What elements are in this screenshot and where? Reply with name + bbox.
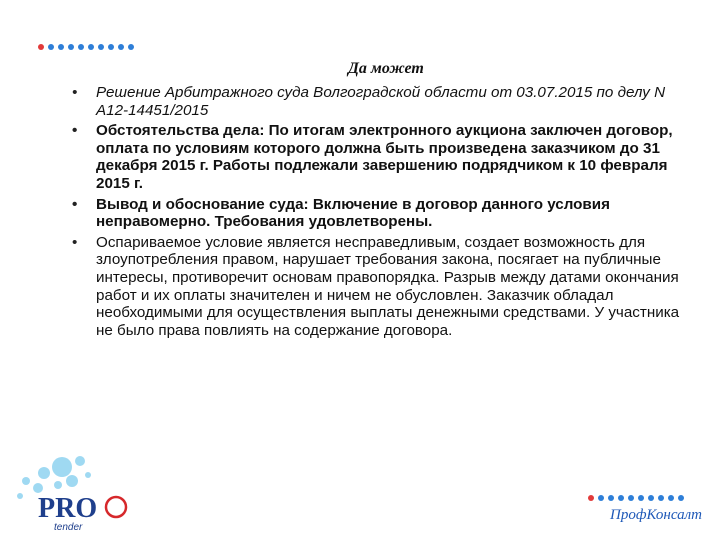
- decorative-dot: [118, 44, 124, 50]
- logo-word: PRO: [38, 493, 98, 524]
- decorative-dot: [68, 44, 74, 50]
- bullet-court-decision: • Решение Арбитражного суда Волгоградской области от 03.07.2015 по делу N А12-14451/2015: [72, 84, 700, 119]
- bullet-court-conclusion: • Вывод и обоснование суда: Включение в договор данного условия неправомерно. Требования удовлетворены.: [72, 196, 700, 231]
- decorative-dot: [78, 44, 84, 50]
- bullet-reasoning: • Оспариваемое условие является несправедливым, создает возможность для злоупотребления правом, нарушает требования закона, посягает на публичные интересы, противоречит основам правопорядка. Разрыв между датами окончания работ и их оплаты значителен и ничем не обусловлен. Заказчик обладал необходимыми для осуществления выплаты денежными средствами. У участника не было права повлиять на содержание договора.: [72, 234, 700, 340]
- decorative-dot: [108, 44, 114, 50]
- decorative-dots-bottom: [588, 495, 684, 501]
- decorative-dot: [648, 495, 654, 501]
- decorative-dot: [668, 495, 674, 501]
- decorative-dot: [128, 44, 134, 50]
- company-signature: ПрофКонсалт: [610, 507, 702, 523]
- decorative-dot: [628, 495, 634, 501]
- logo-sub: tender: [54, 522, 83, 533]
- decorative-dot: [658, 495, 664, 501]
- logo-circle-icon: [106, 497, 126, 517]
- decorative-dot: [608, 495, 614, 501]
- decorative-dot: [58, 44, 64, 50]
- decorative-dot: [618, 495, 624, 501]
- decorative-dot: [588, 495, 594, 501]
- bubbles-logo-icon: [10, 455, 140, 535]
- decorative-dot: [598, 495, 604, 501]
- slide-title: Да может: [348, 60, 424, 77]
- decorative-dot: [638, 495, 644, 501]
- decorative-dots-top: [38, 44, 134, 50]
- decorative-dot: [98, 44, 104, 50]
- decorative-dot: [88, 44, 94, 50]
- bullet-list: [72, 84, 700, 342]
- decorative-dot: [48, 44, 54, 50]
- decorative-dot: [678, 495, 684, 501]
- bullet-case-circumstances: • Обстоятельства дела: По итогам электронного аукциона заключен договор, оплата по условиям которого должна быть произведена заказчиком до 31 декабря 2015 г. Работы подлежали завершению подрядчиком к 10 февраля 2015 г.: [72, 122, 700, 192]
- decorative-dot: [38, 44, 44, 50]
